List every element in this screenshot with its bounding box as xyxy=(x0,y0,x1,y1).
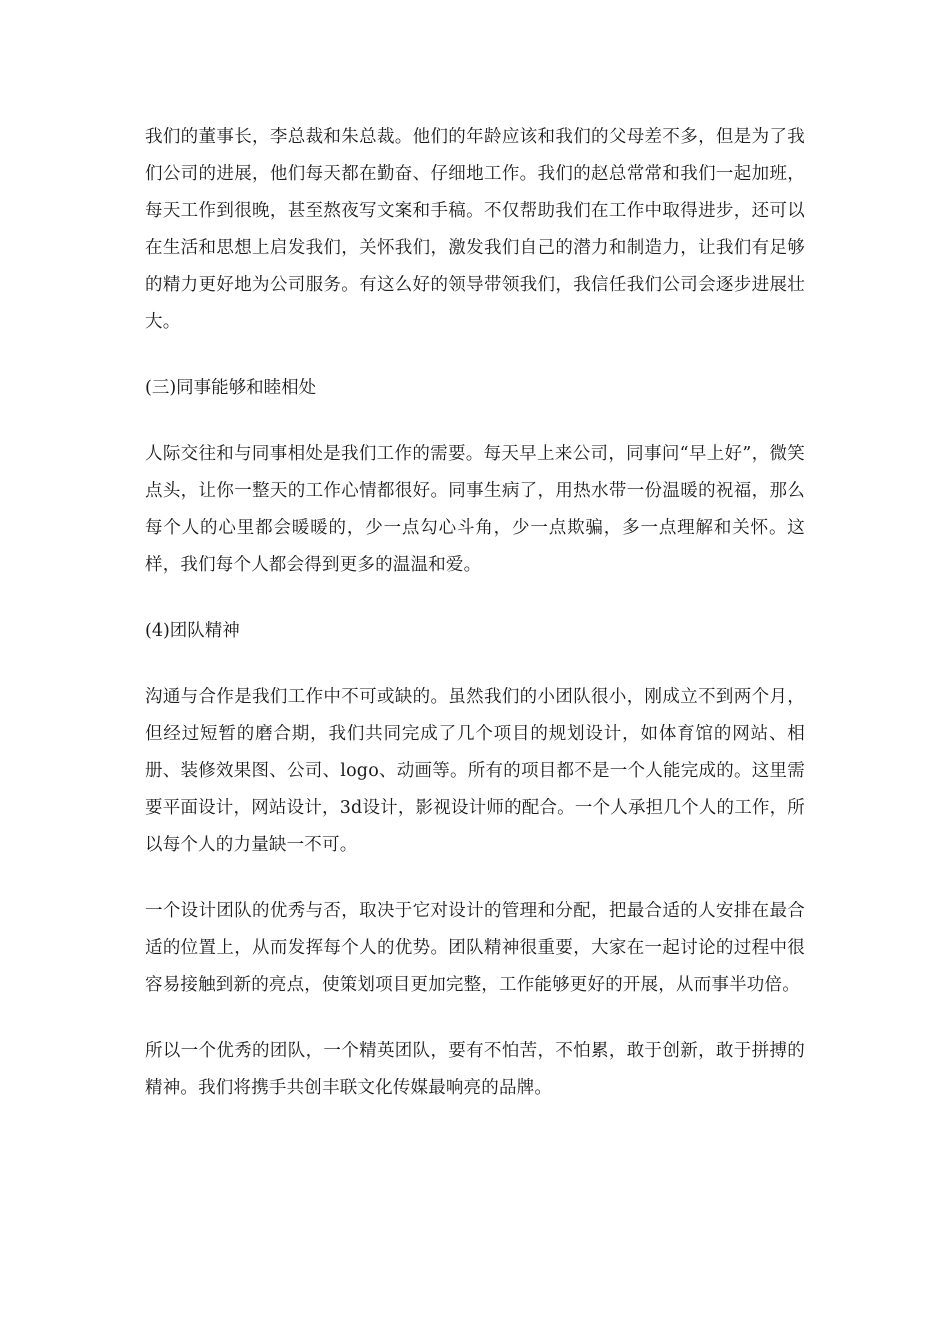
document-body xyxy=(145,119,805,1136)
paragraph-colleagues: 人际交往和与同事相处是我们工作的需要。每天早上来公司，同事问“早上好”，微笑点头，让你一整天的工作心情都很好。同事生病了，用热水带一份温暖的祝福，那么每个人的心里都会暖暖的，少一点勾心斗角，少一点欺骗，多一点理解和关怀。这样，我们每个人都会得到更多的温温和爱。 xyxy=(145,444,805,575)
paragraph-conclusion: 所以一个优秀的团队，一个精英团队，要有不怕苦，不怕累，敢于创新，敢于拼搏的精神。我们将携手共创丰联文化传媒最响亮的品牌。 xyxy=(145,1041,805,1098)
section-heading-colleagues: (三)同事能够和睦相处 xyxy=(145,378,317,398)
paragraph-design-team: 一个设计团队的优秀与否，取决于它对设计的管理和分配，把最合适的人安排在最合适的位置上，从而发挥每个人的优势。团队精神很重要，大家在一起讨论的过程中很容易接触到新的亮点，使策划项目更加完整，工作能够更好的开展，从而事半功倍。 xyxy=(145,901,805,995)
section-heading-team-spirit: (4)团队精神 xyxy=(145,621,240,641)
paragraph-communication: 沟通与合作是我们工作中不可或缺的。虽然我们的小团队很小，刚成立不到两个月，但经过短暂的磨合期，我们共同完成了几个项目的规划设计，如体育馆的网站、相册、装修效果图、公司、logo、动画等。所有的项目都不是一个人能完成的。这里需要平面设计，网站设计，3d设计，影视设计师的配合。一个人承担几个人的工作，所以每个人的力量缺一不可。 xyxy=(145,687,805,855)
paragraph-leadership: 我们的董事长，李总裁和朱总裁。他们的年龄应该和我们的父母差不多，但是为了我们公司的进展，他们每天都在勤奋、仔细地工作。我们的赵总常常和我们一起加班，每天工作到很晚，甚至熬夜写文案和手稿。不仅帮助我们在工作中取得进步，还可以在生活和思想上启发我们，关怀我们，激发我们自己的潜力和制造力，让我们有足够的精力更好地为公司服务。有这么好的领导带领我们，我信任我们公司会逐步进展壮大。 xyxy=(145,127,805,332)
